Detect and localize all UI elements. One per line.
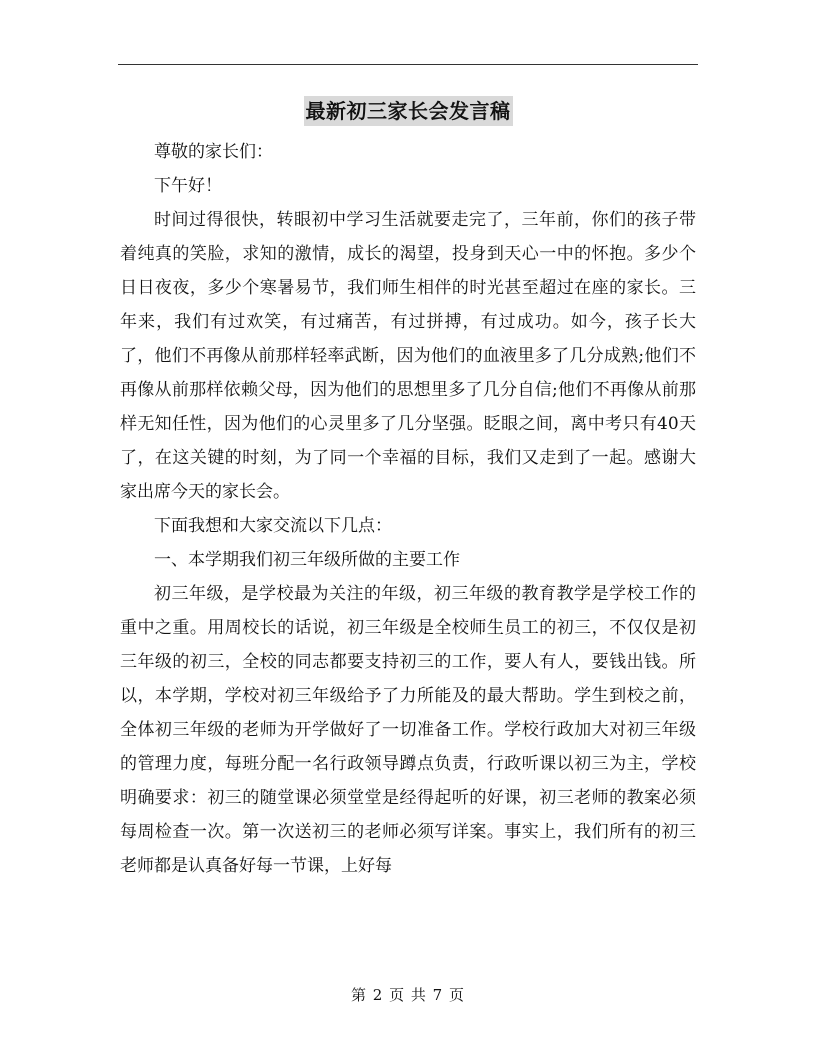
salutation: 尊敬的家长们： — [154, 142, 273, 162]
section-heading-1: 一、本学期我们初三年级所做的主要工作 — [154, 550, 460, 570]
greeting: 下午好！ — [154, 176, 222, 196]
paragraph-transition: 下面我想和大家交流以下几点： — [154, 516, 392, 536]
document-title: 最新初三家长会发言稿 — [304, 96, 513, 126]
page-number-footer: 第 2 页 共 7 页 — [351, 986, 465, 1004]
header-rule — [118, 64, 698, 65]
paragraph-section-1: 初三年级，是学校最为关注的年级，初三年级的教育教学是学校工作的重中之重。用周校长的话说，初三年级是全校师生员工的初三，不仅仅是初三年级的初三，全校的同志都要支持初三的工作，要人有人，要钱出钱。所以，本学期，学校对初三年级给予了力所能及的最大帮助。学生到校之前，全体初三年级的老师为开学做好了一切准备工作。学校行政加大对初三年级的管理力度，每班分配一名行政领导蹲点负责，行政听课以初三为主，学校明确要求：初三的随堂课必须堂堂是经得起听的好课，初三老师的教案必须每周检查一次。第一次送初三的老师必须写详案。事实上，我们所有的初三老师都是认真备好每一节课，上好每 — [120, 584, 696, 876]
paragraph-intro: 时间过得很快，转眼初中学习生活就要走完了，三年前，你们的孩子带着纯真的笑脸，求知的激情，成长的渴望，投身到天心一中的怀抱。多少个日日夜夜，多少个寒暑易节，我们师生相伴的时光甚至超过在座的家长。三年来，我们有过欢笑，有过痛苦，有过拼搏，有过成功。如今，孩子长大了，他们不再像从前那样轻率武断，因为他们的血液里多了几分成熟;他们不再像从前那样依赖父母，因为他们的思想里多了几分自信;他们不再像从前那样无知任性，因为他们的心灵里多了几分坚强。眨眼之间，离中考只有40天了，在这关键的时刻，为了同一个幸福的目标，我们又走到了一起。感谢大家出席今天的家长会。 — [120, 210, 696, 502]
document-body — [120, 135, 696, 883]
title-container — [0, 96, 816, 126]
